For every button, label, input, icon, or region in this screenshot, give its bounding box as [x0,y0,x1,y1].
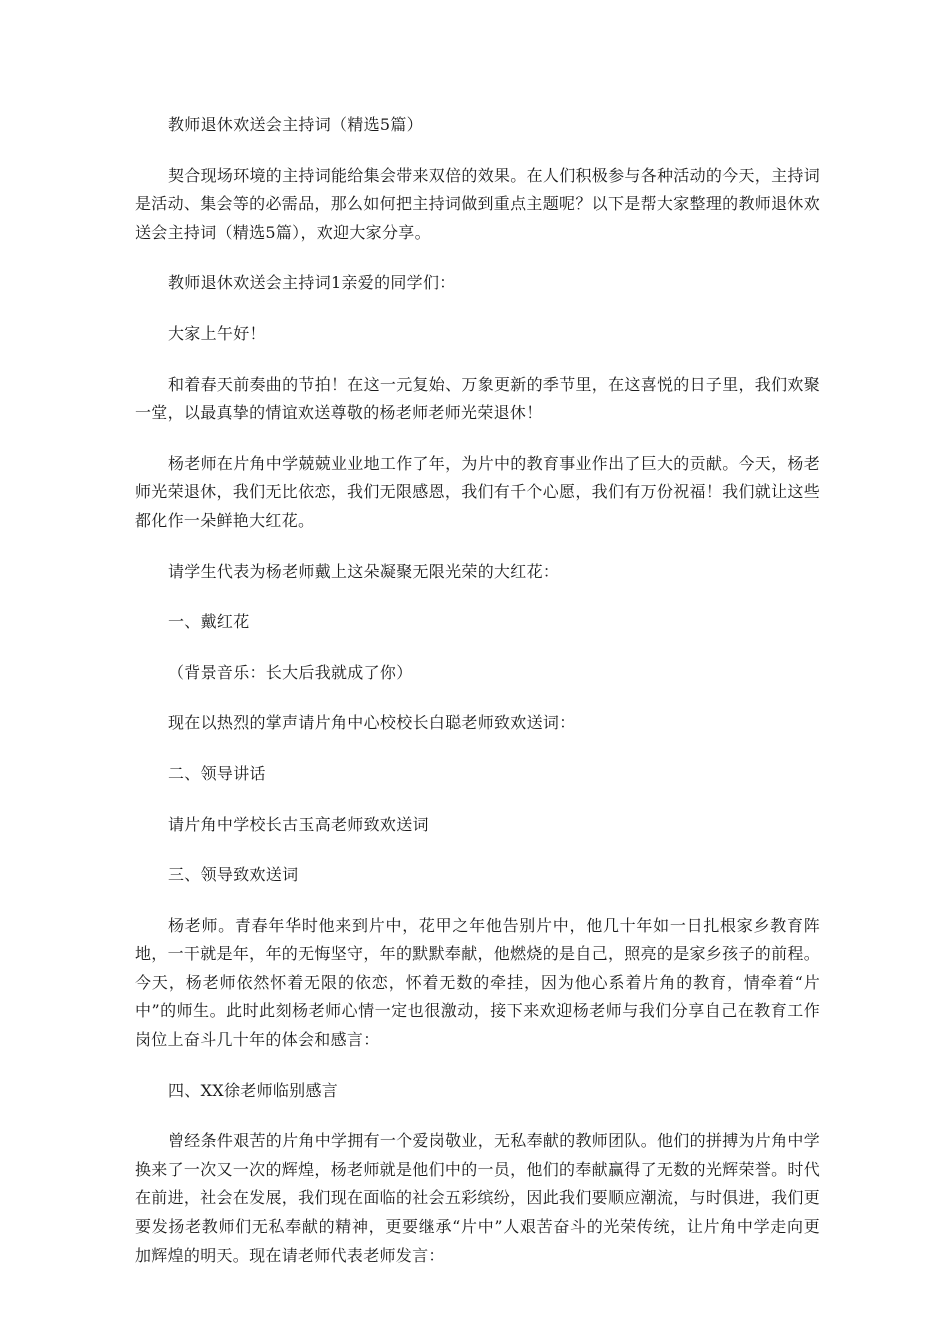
tribute-paragraph: 杨老师在片角中学兢兢业业地工作了年，为片中的教育事业作出了巨大的贡献。今天，杨老师光荣退休，我们无比依恋，我们无限感恩，我们有千个心愿，我们有万份祝福！我们就让这些都化作一朵鲜艳大红花。 [135,453,821,530]
closing-paragraph: 曾经条件艰苦的片角中学拥有一个爱岗敬业，无私奉献的教师团队。他们的拼搏为片角中学换来了一次又一次的辉煌，杨老师就是他们中的一员，他们的奉献赢得了无数的光辉荣誉。时代在前进，社会在发展，我们现在面临的社会五彩缤纷，因此我们要顺应潮流，与时俱进，我们更要发扬老教师们无私奉献的精神，更要继承“片中”人艰苦奋斗的光荣传统，让片角中学走向更加辉煌的明天。现在请老师代表老师发言： [135,1131,821,1265]
document-title: 教师退休欢送会主持词（精选5篇） [168,115,423,134]
headmaster-invitation: 请片角中学校长古玉高老师致欢送词 [168,814,429,834]
opening-paragraph: 和着春天前奏曲的节拍！在这一元复始、万象更新的季节里，在这喜悦的日子里，我们欢聚一堂，以最真挚的情谊欢送尊敬的杨老师老师光荣退休！ [135,374,821,423]
greeting-line: 大家上午好！ [168,323,266,343]
section-heading-2: 二、领导讲话 [168,763,266,783]
section-heading-3: 三、领导致欢送词 [168,865,299,885]
principal-invitation: 现在以热烈的掌声请片角中心校校长白聪老师致欢送词： [168,713,576,733]
section-heading-1: 一、戴红花 [168,612,250,632]
greeting-heading: 教师退休欢送会主持词1亲爱的同学们： [168,273,456,293]
section-heading-4: 四、XX徐老师临别感言 [168,1080,339,1100]
teacher-tribute-paragraph: 杨老师。青春年华时他来到片中，花甲之年他告别片中，他几十年如一日扎根家乡教育阵地，一干就是年，年的无悔坚守，年的默默奉献，他燃烧的是自己，照亮的是家乡孩子的前程。今天，杨老师依然怀着无限的依恋，怀着无数的牵挂，因为他心系着片角的教育，情牵着“片中”的师生。此时此刻杨老师心情一定也很激动，接下来欢迎杨老师与我们分享自己在教育工作岗位上奋斗几十年的体会和感言： [135,915,820,1050]
intro-paragraph: 契合现场环境的主持词能给集会带来双倍的效果。在人们积极参与各种活动的今天，主持词是活动、集会等的必需品，那么如何把主持词做到重点主题呢？以下是帮大家整理的教师退休欢送会主持词（精选5篇），欢迎大家分享。 [135,165,821,242]
red-flower-invitation: 请学生代表为杨老师戴上这朵凝聚无限光荣的大红花： [168,561,560,581]
document-body [135,111,820,1292]
background-music-note: （背景音乐：长大后我就成了你） [168,662,413,682]
